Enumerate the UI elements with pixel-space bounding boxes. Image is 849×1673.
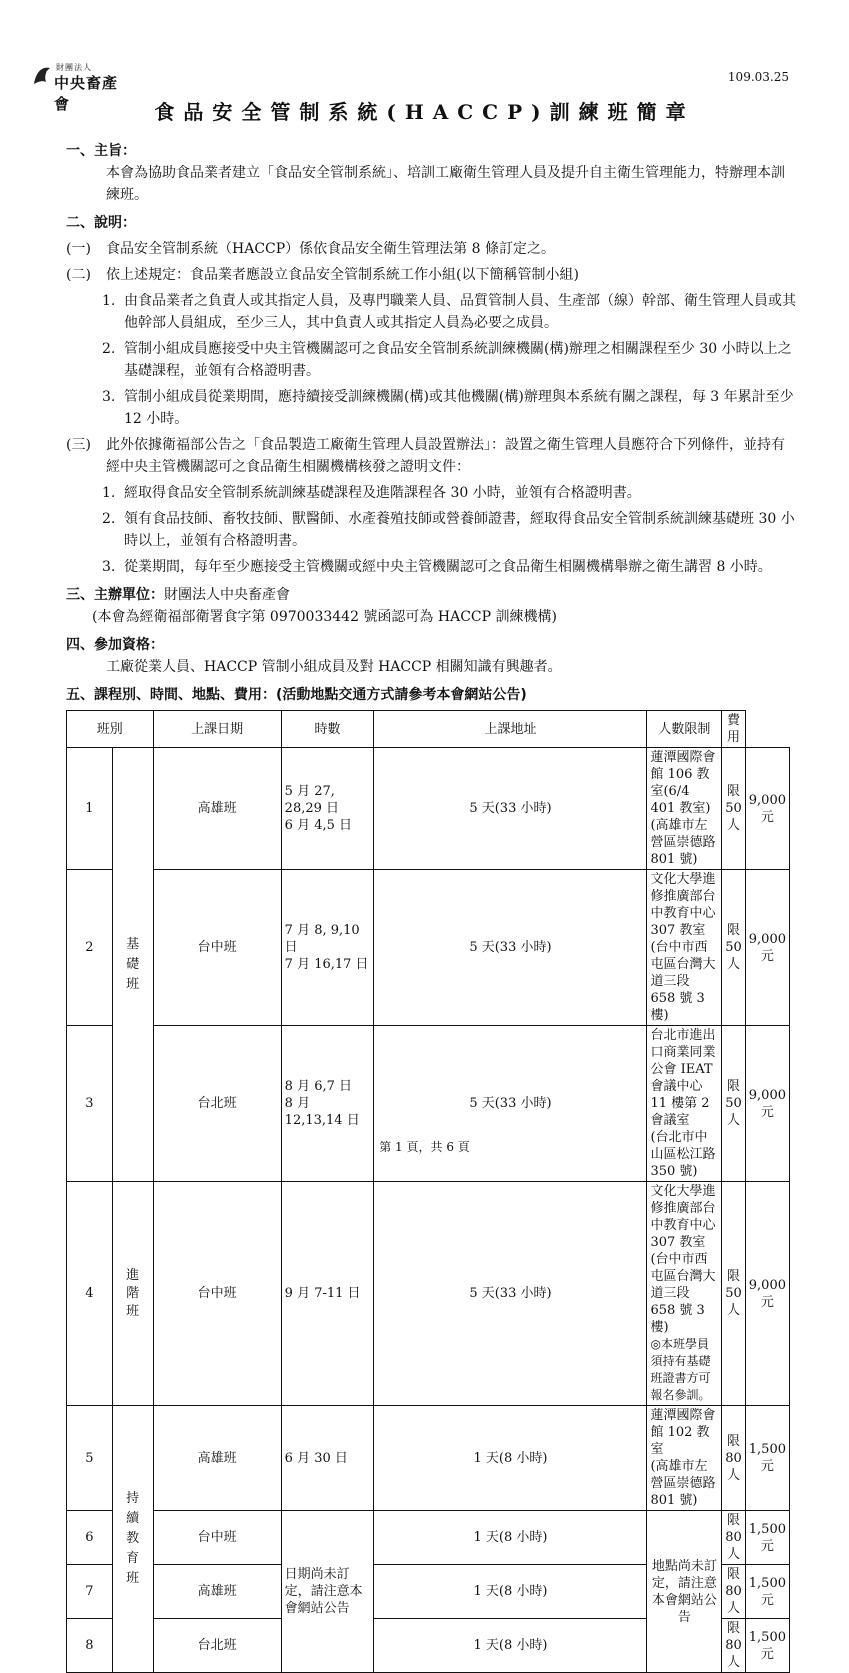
class-hours: 1 天(8 小時) (374, 1406, 647, 1511)
address-line: (高雄市左營區崇德路 801 號) (650, 1459, 716, 1508)
class-hours: 5 天(33 小時) (374, 1182, 647, 1406)
date-line: 6 月 30 日 (284, 1450, 348, 1466)
group-label: 基礎班 (126, 936, 140, 992)
table-header-row (67, 711, 790, 748)
class-name: 台中班 (153, 1511, 281, 1565)
class-hours: 1 天(8 小時) (374, 1511, 647, 1565)
row-number: 2 (67, 870, 113, 1026)
table-row (67, 1182, 790, 1406)
document-date: 109.03.25 (727, 70, 789, 84)
header-hours: 時數 (281, 711, 374, 748)
item-number: (二) (66, 267, 91, 283)
row-number: 5 (67, 1406, 113, 1511)
row-number: 3 (67, 1026, 113, 1182)
date-line: 5 月 27, 28,29 日 (284, 784, 340, 816)
class-name: 台北班 (153, 1619, 281, 1673)
cow-logo-icon (32, 64, 54, 90)
table-row (67, 748, 790, 870)
date-line: 6 月 4,5 日 (284, 818, 353, 833)
class-address (647, 1406, 722, 1511)
sub-number: 3. (102, 559, 116, 575)
class-dates (281, 1406, 374, 1511)
row-number: 8 (67, 1619, 113, 1673)
section-heading-schedule: 五、課程別、時間、地點、費用：(活動地點交通方式請參考本會網站公告) (66, 687, 527, 703)
organizer-heading: 三、主辦單位： (66, 587, 164, 603)
purpose-text: 本會為協助食品業者建立「食品安全管制系統」、培訓工廠衛生管理人員及提升自主衛生管理能力，特辦理本訓練班。 (106, 165, 785, 203)
class-name: 台中班 (153, 870, 281, 1026)
schedule-table (66, 710, 790, 1673)
sub-text: 由食品業者之負責人或其指定人員，及專門職業人員、品質管制人員、生產部（線）幹部、衛生管理人員或其他幹部人員組成，至少三人，其中負責人或其指定人員為必要之成員。 (124, 293, 796, 331)
header-date: 上課日期 (153, 711, 281, 748)
address-line: (台北市中山區松江路 350 號) (650, 1130, 716, 1179)
table-row (67, 1406, 790, 1511)
item-text: 依上述規定：食品業者應設立食品安全管制系統工作小組(以下簡稱管制小組) (106, 267, 579, 283)
sub-number: 3. (102, 389, 116, 405)
header-limit: 人數限制 (647, 711, 722, 748)
item-text: 食品安全管制系統（HACCP）係依食品安全衛生管理法第 8 條訂定之。 (106, 241, 555, 257)
class-fee: 1,500 元 (745, 1511, 789, 1565)
group-advanced (112, 1182, 153, 1406)
class-hours: 5 天(33 小時) (374, 1026, 647, 1182)
group-label: 持續教育班 (126, 1491, 140, 1586)
class-dates (281, 748, 374, 870)
description-item-1 (66, 238, 796, 260)
class-name: 高雄班 (153, 1565, 281, 1619)
sub-text: 管制小組成員從業期間，應持續接受訓練機關(構)或其他機關(構)辦理與本系統有關之課程，每 3 年累計至少 12 小時。 (124, 389, 794, 427)
class-hours: 5 天(33 小時) (374, 748, 647, 870)
table-row (67, 1511, 790, 1565)
address-note: ◎本班學員須持有基礎班證書方可報名參訓。 (650, 1337, 711, 1402)
class-name: 台北班 (153, 1026, 281, 1182)
sub-number: 1. (102, 293, 116, 309)
class-fee: 9,000 元 (745, 870, 789, 1026)
sub-number: 1. (102, 485, 116, 501)
group-label: 進階班 (126, 1267, 140, 1319)
header-class: 班別 (67, 711, 154, 748)
class-address (647, 1026, 722, 1182)
class-limit: 限 50 人 (722, 870, 746, 1026)
class-limit: 限 80 人 (722, 1511, 746, 1565)
class-name: 高雄班 (153, 1406, 281, 1511)
class-hours: 1 天(8 小時) (374, 1619, 647, 1673)
group-basic (112, 748, 153, 1182)
date-line: 7 月 16,17 日 (284, 957, 369, 972)
document-title: 食品安全管制系統(HACCP)訓練班簡章 (154, 100, 695, 124)
section-heading-description: 二、說明： (66, 215, 136, 231)
address-line: (台中市西屯區台灣大道三段 658 號 3 樓) (650, 940, 716, 1023)
table-row (67, 1026, 790, 1182)
section-heading-organizer (66, 584, 796, 606)
section-heading-purpose: 一、主旨： (66, 143, 136, 159)
address-line: (台中市西屯區台灣大道三段 658 號 3 樓) (650, 1252, 716, 1335)
address-line: 文化大學進修推廣部台中教育中心 307 教室 (650, 1184, 716, 1250)
sub-text: 管制小組成員應接受中央主管機關認可之食品安全管制系統訓練機關(構)辦理之相關課程至少 30 小時以上之基礎課程，並領有合格證明書。 (124, 341, 792, 379)
class-limit: 限 50 人 (722, 1182, 746, 1406)
item-number: (三) (66, 437, 91, 453)
section-heading-eligibility: 四、參加資格： (66, 637, 164, 653)
address-line: (高雄市左營區崇德路 801 號) (650, 818, 716, 867)
class-fee: 9,000 元 (745, 748, 789, 870)
description-item-3-sub-3 (66, 556, 796, 578)
sub-text: 領有食品技師、畜牧技師、獸醫師、水產養殖技師或營養師證書，經取得食品安全管制系統訓練基礎班 30 小時以上，並領有合格證明書。 (124, 511, 795, 549)
organizer-note: (本會為經衛福部衛署食字第 0970033442 號函認可為 HACCP 訓練機構) (92, 609, 557, 625)
address-line: 蓮潭國際會館 106 教室(6/4 401 教室) (650, 750, 716, 816)
description-item-2-sub-3 (66, 386, 796, 430)
page-number: 第 1 頁，共 6 頁 (379, 1140, 470, 1154)
class-dates (281, 1026, 374, 1182)
sub-text: 經取得食品安全管制系統訓練基礎課程及進階課程各 30 小時，並領有合格證明書。 (124, 485, 641, 501)
logo-org-small: 財團法人 (56, 63, 92, 72)
item-text: 此外依據衛福部公告之「食品製造工廠衛生管理人員設置辦法」：設置之衛生管理人員應符合下列條件，並持有經中央主管機關認可之食品衛生相關機構核發之證明文件： (106, 437, 785, 475)
class-limit: 限 50 人 (722, 748, 746, 870)
logo-org-name: 中央畜產會 (54, 74, 119, 113)
address-line: 文化大學進修推廣部台中教育中心 307 教室 (650, 872, 716, 938)
description-item-2-sub-2 (66, 338, 796, 382)
description-item-2-sub-1 (66, 290, 796, 334)
class-address (647, 1182, 722, 1406)
class-name: 台中班 (153, 1182, 281, 1406)
class-hours: 1 天(8 小時) (374, 1565, 647, 1619)
address-line: 11 樓第 2 會議室 (650, 1096, 710, 1128)
table-row (67, 870, 790, 1026)
class-fee: 9,000 元 (745, 1026, 789, 1182)
class-limit: 限 80 人 (722, 1619, 746, 1673)
sub-text: 從業期間，每年至少應接受主管機關或經中央主管機關認可之食品衛生相關機構舉辦之衛生講習 8 小時。 (124, 559, 772, 575)
class-limit: 限 80 人 (722, 1565, 746, 1619)
document-body (66, 134, 796, 1673)
header-fee: 費用 (722, 711, 746, 748)
date-line: 9 月 7-11 日 (284, 1286, 361, 1301)
class-dates (281, 1182, 374, 1406)
row-number: 7 (67, 1565, 113, 1619)
sub-number: 2. (102, 511, 116, 527)
class-address (647, 870, 722, 1026)
class-fee: 1,500 元 (745, 1619, 789, 1673)
row-number: 1 (67, 748, 113, 870)
sub-number: 2. (102, 341, 116, 357)
class-fee: 1,500 元 (745, 1565, 789, 1619)
description-item-3-sub-1 (66, 482, 796, 504)
description-item-3 (66, 434, 796, 478)
class-dates-tbd: 日期尚未訂定，請注意本會網站公告 (281, 1511, 374, 1673)
class-fee: 1,500 元 (745, 1406, 789, 1511)
date-line: 8 月 6,7 日 (284, 1079, 353, 1094)
class-fee: 9,000 元 (745, 1182, 789, 1406)
row-number: 6 (67, 1511, 113, 1565)
address-line: 蓮潭國際會館 102 教室 (650, 1408, 716, 1457)
description-item-3-sub-2 (66, 508, 796, 552)
class-limit: 限 80 人 (722, 1406, 746, 1511)
header-address: 上課地址 (374, 711, 647, 748)
class-dates (281, 870, 374, 1026)
address-line: 台北市進出口商業同業公會 IEAT 會議中心 (650, 1028, 716, 1094)
row-number: 4 (67, 1182, 113, 1406)
item-number: (一) (66, 241, 91, 257)
description-item-2 (66, 264, 796, 286)
class-address (647, 748, 722, 870)
eligibility-text: 工廠從業人員、HACCP 管制小組成員及對 HACCP 相關知識有興趣者。 (106, 659, 562, 675)
organizer-name: 財團法人中央畜產會 (164, 587, 290, 603)
class-name: 高雄班 (153, 748, 281, 870)
org-logo (30, 60, 130, 113)
group-continuing (112, 1406, 153, 1673)
date-line: 8 月 12,13,14 日 (284, 1096, 360, 1128)
date-line: 7 月 8, 9,10 日 (284, 923, 360, 955)
class-limit: 限 50 人 (722, 1026, 746, 1182)
class-address-tbd: 地點尚未訂定，請注意本會網站公告 (647, 1511, 722, 1673)
class-hours: 5 天(33 小時) (374, 870, 647, 1026)
